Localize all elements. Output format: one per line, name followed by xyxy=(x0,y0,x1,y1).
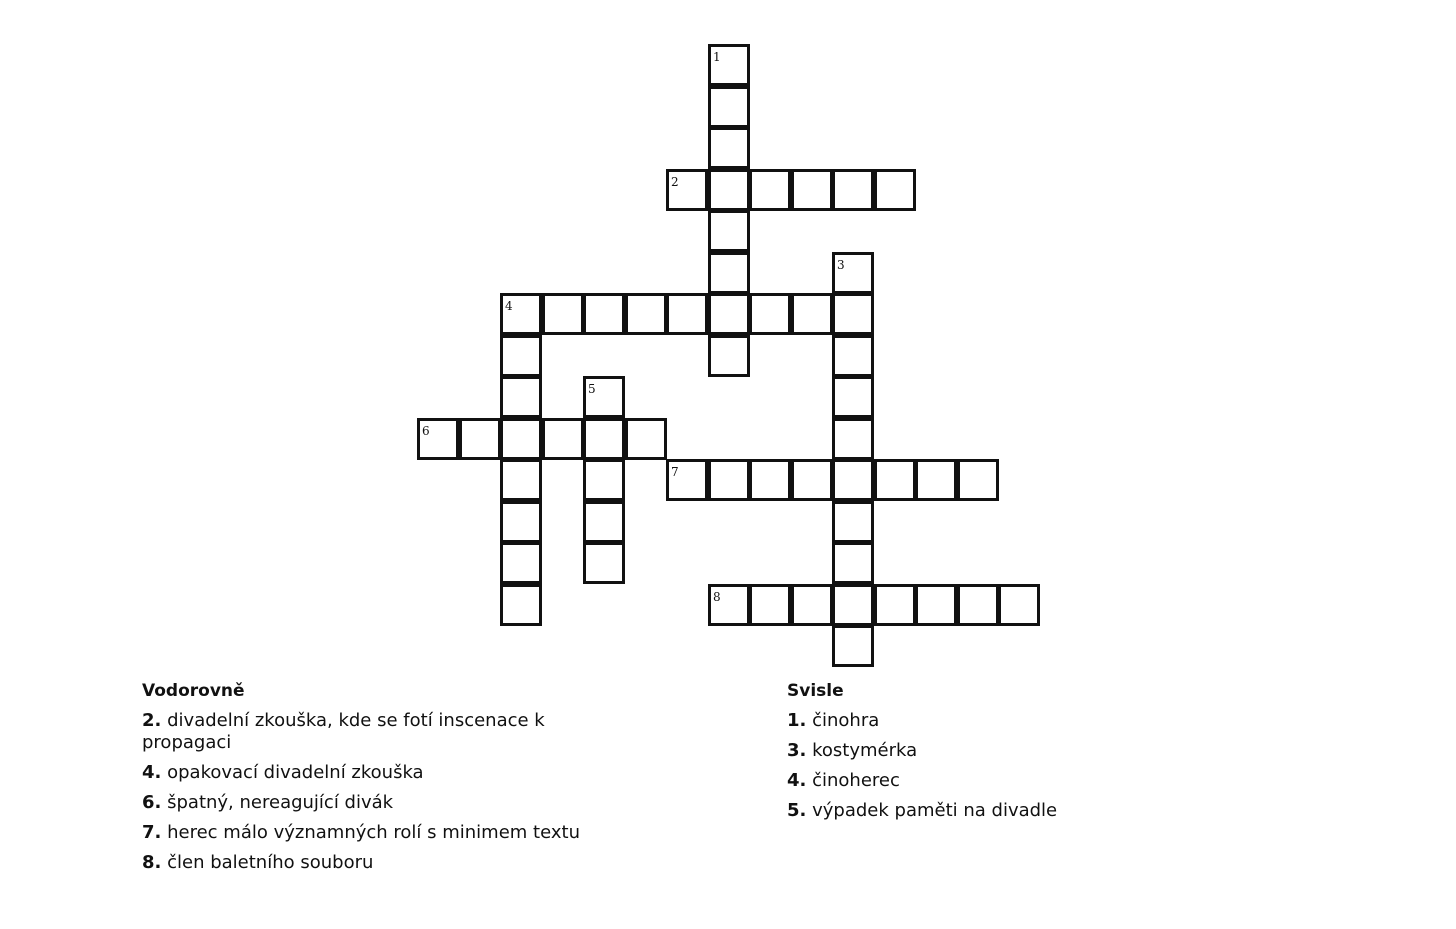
clue-number: 1. xyxy=(787,710,807,731)
clue-across-4 xyxy=(142,762,612,784)
clue-text: výpadek paměti na divadle xyxy=(812,800,1058,821)
crossword-cell[interactable] xyxy=(500,418,542,460)
crossword-cell[interactable] xyxy=(749,169,791,211)
crossword-cell[interactable] xyxy=(791,584,833,626)
crossword-cell[interactable] xyxy=(500,293,542,335)
clue-down-5 xyxy=(787,800,1207,822)
clue-text: špatný, nereagující divák xyxy=(167,792,394,813)
crossword-cell[interactable] xyxy=(708,584,750,626)
crossword-cell[interactable] xyxy=(915,459,957,501)
crossword-cell[interactable] xyxy=(708,252,750,294)
clue-text: herec málo významných rolí s minimem textu xyxy=(167,822,580,843)
crossword-cell[interactable] xyxy=(459,418,501,460)
crossword-cell[interactable] xyxy=(832,459,874,501)
crossword-cell[interactable] xyxy=(583,501,625,543)
cell-number: 3 xyxy=(837,258,845,272)
clue-number: 2. xyxy=(142,710,162,731)
crossword-cell[interactable] xyxy=(708,210,750,252)
clue-number: 6. xyxy=(142,792,162,813)
crossword-cell[interactable] xyxy=(708,169,750,211)
crossword-cell[interactable] xyxy=(998,584,1040,626)
cell-number: 8 xyxy=(713,590,721,604)
cell-number: 4 xyxy=(505,299,513,313)
clue-across-7 xyxy=(142,822,612,844)
clue-down-4 xyxy=(787,770,1207,792)
crossword-cell[interactable] xyxy=(708,127,750,169)
clues-down xyxy=(787,680,1207,830)
clue-text: činoherec xyxy=(812,770,900,791)
crossword-cell[interactable] xyxy=(625,418,667,460)
crossword-cell[interactable] xyxy=(666,169,708,211)
crossword-cell[interactable] xyxy=(832,625,874,667)
crossword-cell[interactable] xyxy=(500,542,542,584)
clues-across-heading: Vodorovně xyxy=(142,681,245,701)
crossword-cell[interactable] xyxy=(625,293,667,335)
crossword-cell[interactable] xyxy=(832,293,874,335)
crossword-cell[interactable] xyxy=(583,418,625,460)
crossword-cell[interactable] xyxy=(542,418,584,460)
clue-down-3 xyxy=(787,740,1207,762)
crossword-cell[interactable] xyxy=(500,501,542,543)
clue-down-1 xyxy=(787,710,1207,732)
crossword-cell[interactable] xyxy=(791,293,833,335)
crossword-cell[interactable] xyxy=(708,86,750,128)
clue-across-6 xyxy=(142,792,612,814)
clue-text: opakovací divadelní zkouška xyxy=(167,762,424,783)
clue-text: člen baletního souboru xyxy=(167,852,374,873)
crossword-cell[interactable] xyxy=(708,293,750,335)
crossword-cell[interactable] xyxy=(791,459,833,501)
crossword-cell[interactable] xyxy=(500,584,542,626)
cell-number: 1 xyxy=(713,50,721,64)
crossword-cell[interactable] xyxy=(832,542,874,584)
clue-text: činohra xyxy=(812,710,880,731)
crossword-cell[interactable] xyxy=(583,376,625,418)
crossword-cell[interactable] xyxy=(708,459,750,501)
crossword-cell[interactable] xyxy=(791,169,833,211)
crossword-cell[interactable] xyxy=(417,418,459,460)
crossword-cell[interactable] xyxy=(832,584,874,626)
crossword-cell[interactable] xyxy=(666,293,708,335)
crossword-cell[interactable] xyxy=(583,293,625,335)
crossword-cell[interactable] xyxy=(832,376,874,418)
crossword-cell[interactable] xyxy=(832,169,874,211)
crossword-cell[interactable] xyxy=(500,335,542,377)
crossword-cell[interactable] xyxy=(749,293,791,335)
crossword-cell[interactable] xyxy=(500,459,542,501)
cell-number: 7 xyxy=(671,465,679,479)
crossword-cell[interactable] xyxy=(708,335,750,377)
clue-across-2 xyxy=(142,710,612,754)
crossword-cell[interactable] xyxy=(583,542,625,584)
crossword-cell[interactable] xyxy=(832,501,874,543)
clue-number: 7. xyxy=(142,822,162,843)
clue-text: divadelní zkouška, kde se fotí inscenace k propagaci xyxy=(142,710,545,753)
crossword-cell[interactable] xyxy=(957,459,999,501)
crossword-cell[interactable] xyxy=(957,584,999,626)
crossword-cell[interactable] xyxy=(832,252,874,294)
crossword-cell[interactable] xyxy=(542,293,584,335)
clues-down-heading: Svisle xyxy=(787,681,844,701)
clue-number: 4. xyxy=(787,770,807,791)
cell-number: 5 xyxy=(588,382,596,396)
crossword-cell[interactable] xyxy=(874,169,916,211)
clue-number: 4. xyxy=(142,762,162,783)
clue-number: 3. xyxy=(787,740,807,761)
crossword-cell[interactable] xyxy=(749,584,791,626)
crossword-cell[interactable] xyxy=(832,335,874,377)
crossword-cell[interactable] xyxy=(874,459,916,501)
clue-number: 8. xyxy=(142,852,162,873)
clue-across-8 xyxy=(142,852,612,874)
crossword-cell[interactable] xyxy=(915,584,957,626)
crossword-cell[interactable] xyxy=(708,44,750,86)
cell-number: 6 xyxy=(422,424,430,438)
crossword-cell[interactable] xyxy=(666,459,708,501)
clue-number: 5. xyxy=(787,800,807,821)
crossword-cell[interactable] xyxy=(500,376,542,418)
crossword-cell[interactable] xyxy=(832,418,874,460)
cell-number: 2 xyxy=(671,175,679,189)
clue-text: kostymérka xyxy=(812,740,918,761)
crossword-cell[interactable] xyxy=(749,459,791,501)
crossword-cell[interactable] xyxy=(583,459,625,501)
clues-across xyxy=(142,680,612,882)
crossword-cell[interactable] xyxy=(874,584,916,626)
